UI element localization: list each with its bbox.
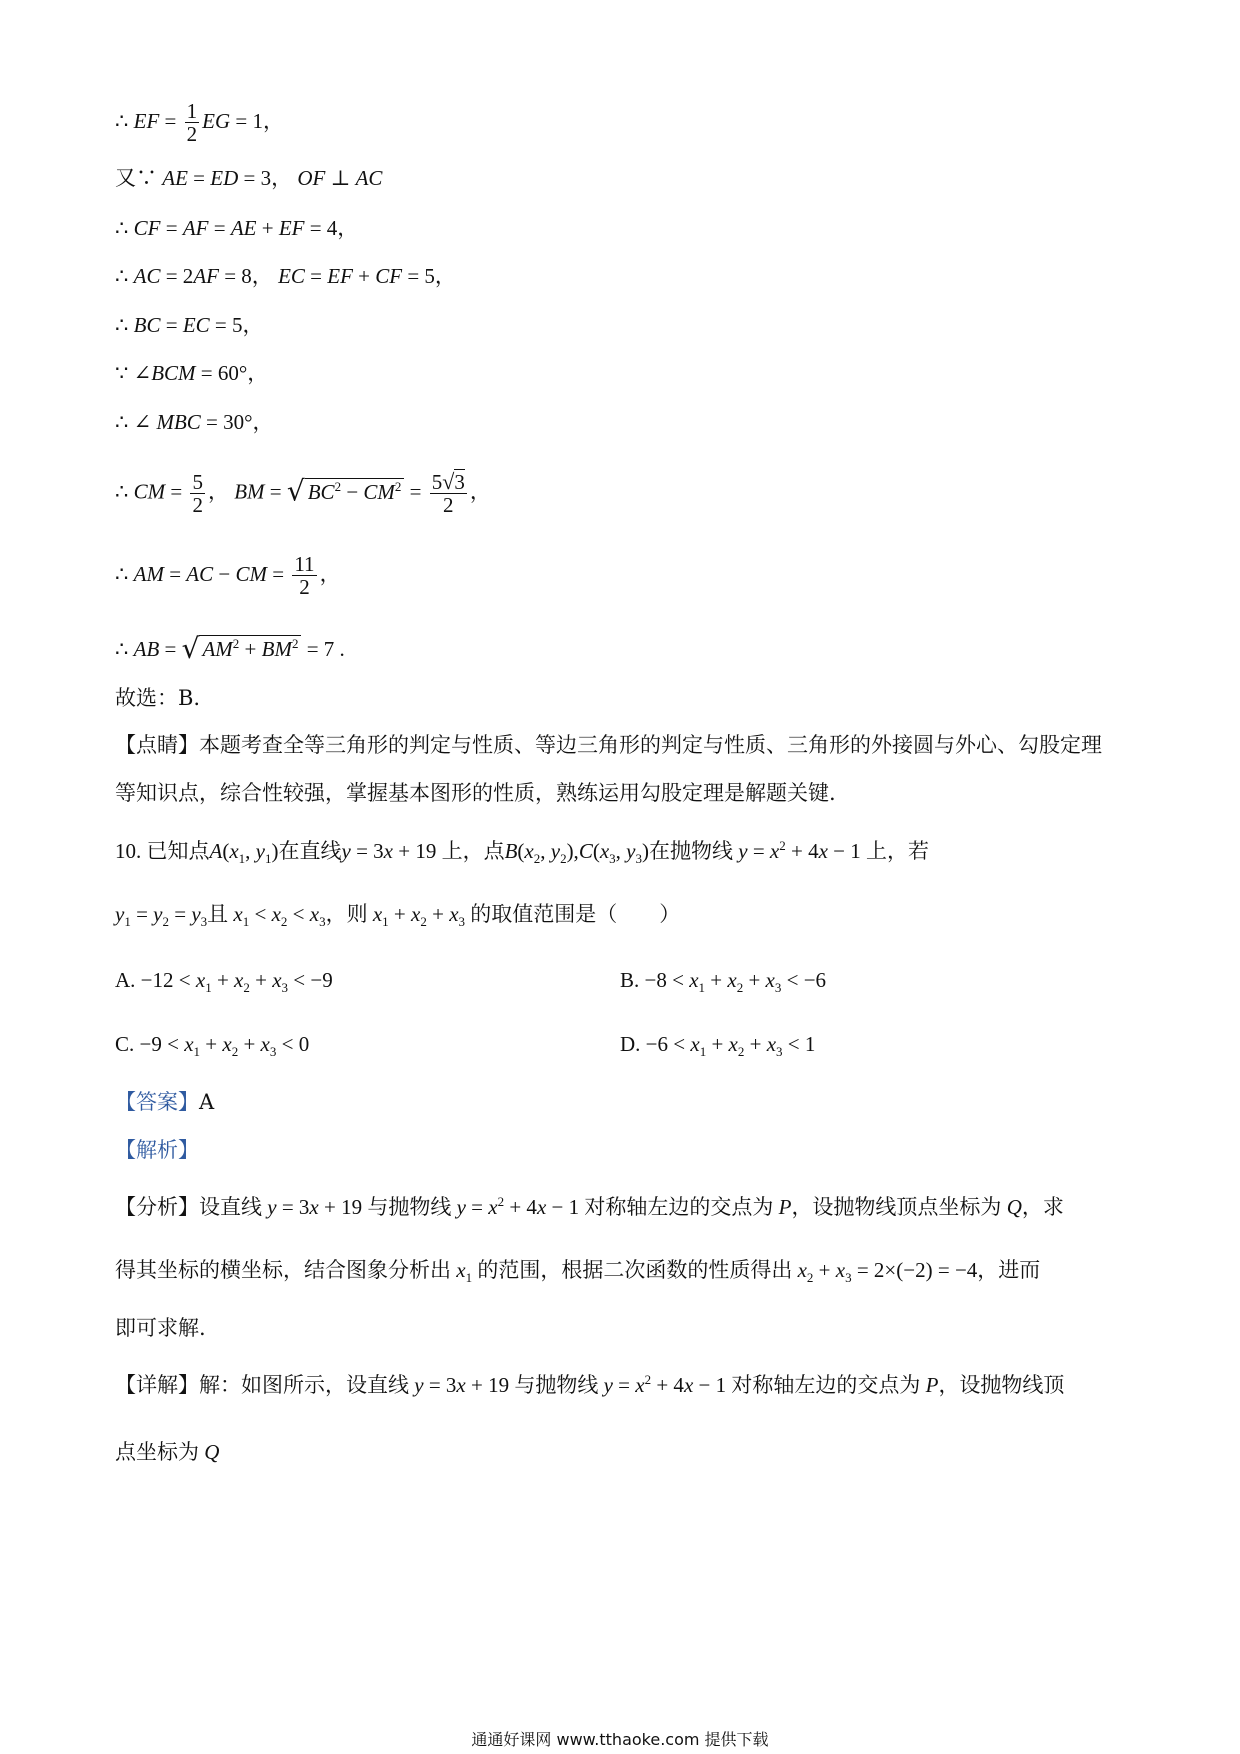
step-am: ∴ AM = AC − CM = $\frac{11}{2}$ ， — [115, 552, 341, 600]
q10-stem-line-1: 10. 已知点$A(x_1$, $y_1$)在直线y = 3x + 19 上，点$B(x_2$, $y_2),C(x_3$, $y_3$)在抛物线 $y = x^2 + 4x - 1$ 上，若 — [115, 838, 929, 867]
q10-stem-line-2: $y_1 = y_2 = y_3$且 $x_1 < x_2 < x_3$，则 $x_1 + x_2 + x_3$ 的取值范围是（ ） — [115, 902, 681, 930]
dianjing-line-2: 等知识点，综合性较强，掌握基本图形的性质，熟练运用勾股定理是解题关键. — [115, 781, 836, 805]
fenxi-line-2: 得其坐标的横坐标，结合图象分析出 $x_1$ 的范围，根据二次函数的性质得出 $x_2 + x_3 = 2\times(-2) = -4$，进而 — [115, 1258, 1041, 1286]
step-angle-bcm: ∵ ∠BCM = 60°， — [115, 361, 269, 385]
footer: 通通好课网 www.tthaoke.com 提供下载 — [471, 1730, 769, 1749]
q10-option-b[interactable]: B. $-8 < x_1 + x_2 + x_3 < -6$ — [620, 968, 827, 996]
answer-value: A — [199, 1090, 215, 1114]
fenxi-line-3: 即可求解. — [115, 1316, 206, 1340]
xiangjie-line-1: 【详解】解：如图所示，设直线 y = 3x + 19 与抛物线 $y = x^2 + 4x - 1$ 对称轴左边的交点为 P，设抛物线顶 — [115, 1372, 1065, 1397]
q10-option-d[interactable]: D. $-6 < x_1 + x_2 + x_3 < 1$ — [620, 1032, 816, 1060]
step-cf: ∴ CF = AF = AE + EF = 4， — [115, 216, 359, 240]
q10-option-a[interactable]: A. $-12 < x_1 + x_2 + x_3 < -9$ — [115, 968, 333, 996]
dianjing-tag: 【点睛】 — [115, 733, 199, 757]
dianjing-text-1: 本题考查全等三角形的判定与性质、等边三角形的判定与性质、三角形的外接圆与外心、勾股定理 — [199, 733, 1102, 757]
q10-option-c[interactable]: C. $-9 < x_1 + x_2 + x_3 < 0$ — [115, 1032, 310, 1060]
jiexi-tag: 【解析】 — [115, 1138, 199, 1162]
step-ef: ∴ EF = $\frac{1}{2}$ EG = 1， — [115, 99, 284, 147]
xiangjie-line-2: 点坐标为 Q — [115, 1440, 220, 1464]
step-angle-mbc: ∴ ∠ MBC = 30°， — [115, 410, 274, 434]
fenxi-line-1: 【分析】设直线 y = 3x + 19 与抛物线 $y = x^2 + 4x - 1$ 对称轴左边的交点为 P，设抛物线顶点坐标为 Q，求 — [115, 1194, 1064, 1219]
dianjing-line-1 — [115, 733, 1102, 758]
step-ac: ∴ AC = 2AF = 8， EC = EF + CF = 5， — [115, 264, 456, 288]
step-bc: ∴ BC = EC = 5， — [115, 313, 264, 337]
conclusion: 故选：B. — [115, 686, 201, 710]
step-ae-ed: 又∵ AE = ED = 3， OF ⊥ AC — [115, 166, 383, 190]
step-cm-bm: ∴ CM = $\frac{5}{2}$ ， BM = √ $BC^2 - CM^2$ = $\frac{5√3}{2}$ ， — [115, 469, 491, 518]
answer-line — [115, 1090, 214, 1115]
answer-tag: 【答案】 — [115, 1090, 199, 1114]
step-ab: ∴ AB = √ $AM^2 + BM^2 = 7$ . — [115, 632, 345, 665]
